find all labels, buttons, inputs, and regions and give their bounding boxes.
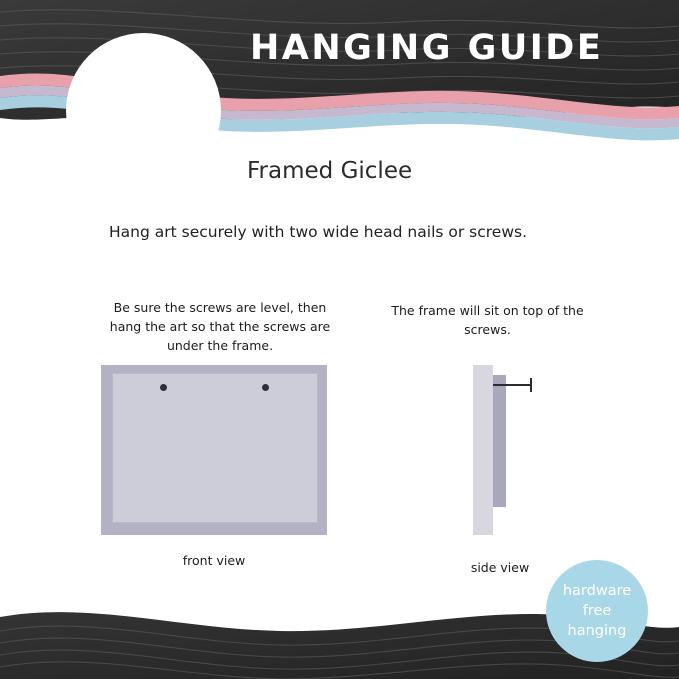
page-title: HANGING GUIDE bbox=[250, 28, 604, 68]
front-view-caption: Be sure the screws are level, then hang the art so that the screws are under the frame. bbox=[109, 300, 331, 353]
screw-icon bbox=[160, 384, 167, 391]
wall-shape bbox=[473, 365, 493, 535]
instruction-text: Hang art securely with two wide head nails or screws. bbox=[109, 223, 528, 241]
frame-side-profile bbox=[493, 375, 506, 507]
side-view-caption: The frame will sit on top of the screws. bbox=[391, 303, 584, 337]
screw-icon bbox=[262, 384, 269, 391]
product-type-heading: Framed Giclee bbox=[247, 158, 413, 184]
badge-line-3: hanging bbox=[567, 623, 627, 639]
front-view-diagram bbox=[101, 365, 327, 535]
frame-inner-art bbox=[112, 373, 318, 523]
screw-shaft-icon bbox=[493, 384, 532, 386]
side-view-diagram bbox=[455, 365, 545, 535]
logo-circle bbox=[66, 33, 221, 188]
badge-line-1: hardware bbox=[562, 583, 632, 599]
screw-head-icon bbox=[530, 378, 532, 392]
side-view-label: side view bbox=[470, 560, 530, 575]
front-view-label: front view bbox=[182, 553, 246, 568]
badge-line-2: free bbox=[582, 603, 612, 619]
status-badge bbox=[546, 560, 648, 662]
